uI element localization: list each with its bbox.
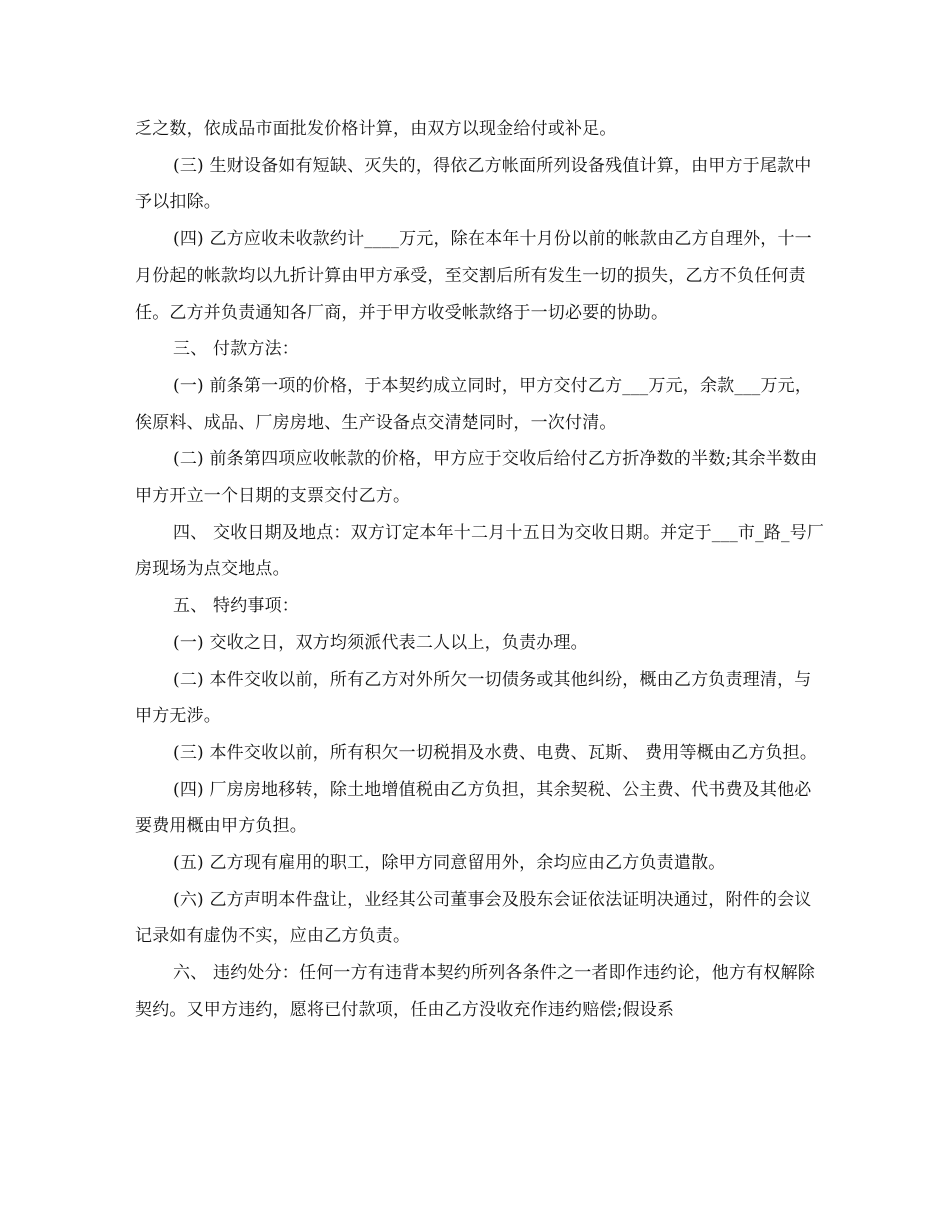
paragraph-special-4: (四) 厂房房地移转，除土地增值税由乙方负担，其余契税、公主费、代书费及其他必要费用概由甲方负担。	[135, 779, 812, 837]
section-breach-penalty: 六、 违约处分：任何一方有违背本契约所列各条件之一者即作违约论，他方有权解除契约。又甲方违约，愿将已付款项，任由乙方没收充作违约赔偿;假设系	[135, 963, 816, 1020]
section-delivery-date-place: 四、 交收日期及地点：双方订定本年十二月十五日为交收日期。并定于___市_路_号厂房现场为点交地点。	[135, 522, 825, 580]
paragraph-payment-2: (二) 前条第四项应收帐款的价格，甲方应于交收后给付乙方折净数的半数;其余半数由甲方开立一个日期的支票交付乙方。	[135, 449, 818, 507]
paragraph-continuation: 乏之数，依成品市面批发价格计算，由双方以现金给付或补足。	[135, 119, 617, 139]
document-body	[135, 111, 825, 1029]
paragraph-special-5: (五) 乙方现有雇用的职工，除甲方同意留用外，余均应由乙方负责遣散。	[173, 853, 726, 874]
paragraph-special-1: (一) 交收之日，双方均须派代表二人以上，负责办理。	[173, 632, 588, 653]
paragraph-payment-1: (一) 前条第一项的价格，于本契约成立同时，甲方交付乙方___万元，余款___万元，俟原料、成品、厂房房地、生产设备点交清楚同时，一次付清。	[135, 375, 813, 433]
paragraph-special-2: (二) 本件交收以前，所有乙方对外所欠一切债务或其他纠纷，概由乙方负责理清，与甲方无涉。	[135, 669, 812, 727]
section-heading-payment: 三、 付款方法：	[173, 339, 300, 360]
paragraph-clause-4-receivables: (四) 乙方应收未收款约计____万元，除在本年十月份以前的帐款由乙方自理外，十一月份起的帐款均以九折计算由甲方承受，至交割后所有发生一切的损失，乙方不负任何责任。乙方并负责通知各厂商，并于甲方收受帐款络于一切必要的协助。	[135, 229, 812, 323]
paragraph-special-3: (三) 本件交收以前，所有积欠一切税捐及水费、电费、瓦斯、 费用等概由乙方负担。	[173, 742, 818, 763]
paragraph-clause-3-equipment: (三) 生财设备如有短缺、灭失的，得依乙方帐面所列设备残值计算，由甲方于尾款中予以扣除。	[135, 155, 812, 213]
paragraph-special-6: (六) 乙方声明本件盘让，业经其公司董事会及股东会证依法证明决通过，附件的会议记录如有虚伪不实，应由乙方负责。	[135, 889, 812, 947]
section-heading-special-terms: 五、 特约事项：	[173, 596, 300, 617]
